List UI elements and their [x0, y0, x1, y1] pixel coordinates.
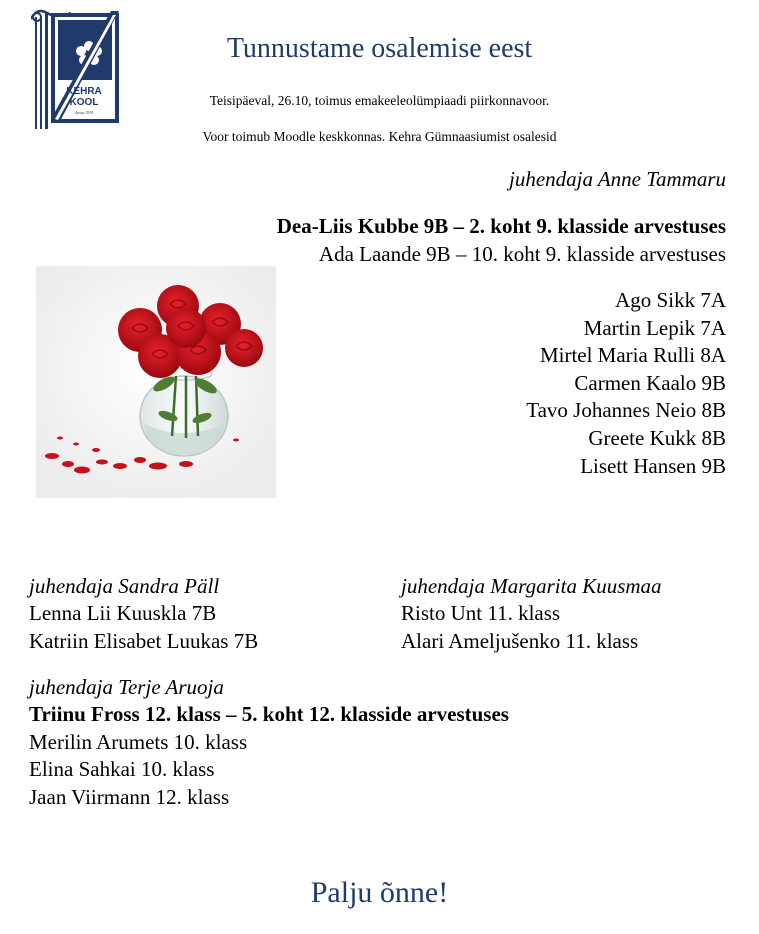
participant-item: Martin Lepik 7A	[583, 315, 726, 340]
supervisor-label: juhendaja Terje Aruoja	[29, 675, 224, 699]
closing-congratulations: Palju õnne!	[310, 876, 449, 909]
participant-item: Elina Sahkai 10. klass	[29, 757, 215, 782]
participant-item: Jaan Viirmann 12. klass	[29, 784, 230, 809]
participant-item: Merilin Arumets 10. klass	[29, 729, 248, 754]
participant-item: Alari Ameljušenko 11. klass	[401, 628, 639, 653]
intro-line-2: Voor toimub Moodle keskkonnas. Kehra Gümnaasiumist osalesid	[202, 129, 557, 144]
logo-text-line1: KEHRA	[66, 86, 102, 97]
participant-item: Mirtel Maria Rulli 8A	[539, 343, 726, 368]
participant-item: Ago Sikk 7A	[615, 288, 726, 312]
logo-text-line3: Aasta 1930	[74, 110, 94, 115]
winner-item: Triinu Fross 12. klass – 5. koht 12. klasside arvestuses	[29, 702, 509, 727]
winners-list	[277, 213, 726, 268]
participant-item: Tavo Johannes Neio 8B	[526, 398, 726, 423]
winner-item: Dea-Liis Kubbe 9B – 2. koht 9. klasside arvestuses	[276, 214, 726, 238]
participant-item: Katriin Elisabet Luukas 7B	[29, 628, 259, 653]
participant-item: Carmen Kaalo 9B	[574, 370, 726, 395]
page-title: Tunnustame osalemise eest	[226, 33, 533, 64]
supervisor-anne-tammaru: juhendaja Anne Tammaru	[508, 167, 726, 191]
roses-vase-image	[36, 266, 276, 498]
supervisor-group-margarita-kuusmaa	[401, 573, 662, 655]
participant-item: Lisett Hansen 9B	[580, 453, 726, 478]
school-logo	[31, 7, 123, 129]
supervisor-group-sandra-pall	[29, 573, 258, 655]
participant-item: Lenna Lii Kuuskla 7B	[29, 601, 217, 626]
supervisor-label: juhendaja Sandra Päll	[29, 574, 220, 598]
supervisor-group-terje-aruoja	[29, 674, 509, 811]
winner-item: Ada Laande 9B – 10. koht 9. klasside arvestuses	[318, 241, 726, 266]
supervisor-label: juhendaja Margarita Kuusmaa	[401, 574, 662, 598]
participant-item: Risto Unt 11. klass	[401, 601, 561, 626]
logo-text-line2: KOOL	[69, 97, 99, 108]
participant-item: Greete Kukk 8B	[588, 425, 726, 450]
intro-line-1: Teisipäeval, 26.10, toimus emakeeleolümpiaadi piirkonnavoor.	[209, 93, 550, 108]
participants-list-group1	[526, 287, 726, 480]
